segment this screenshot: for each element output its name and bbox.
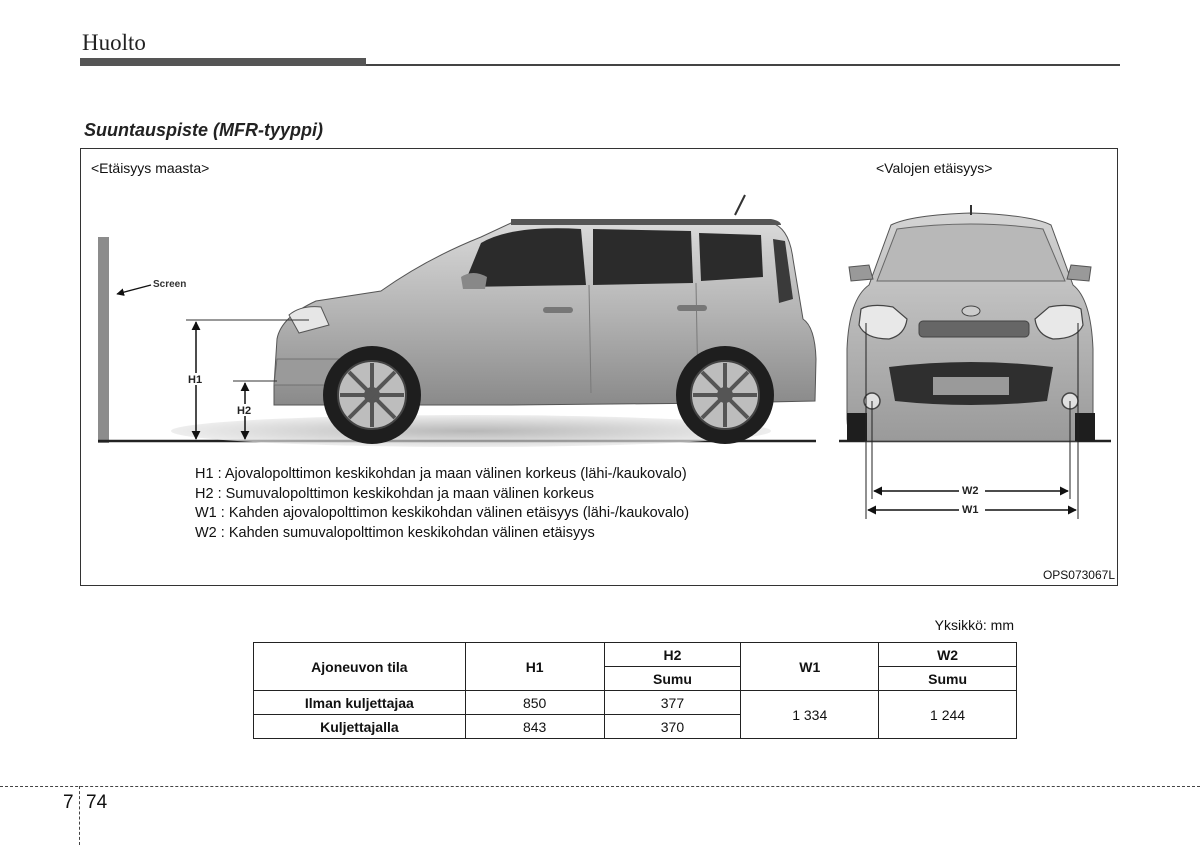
header-h2-fog: Sumu <box>604 667 741 691</box>
header-w2-fog: Sumu <box>879 667 1017 691</box>
section-title: Suuntauspiste (MFR-tyyppi) <box>84 120 323 140</box>
cell-w2: 1 244 <box>879 691 1017 739</box>
cell-w1: 1 334 <box>741 691 879 739</box>
header-vehicle-state: Ajoneuvon tila <box>254 643 466 691</box>
page-number: 74 <box>86 792 108 813</box>
figure-label-lamp-distance: <Valojen etäisyys> <box>876 160 993 176</box>
screen-label: Screen <box>153 279 187 290</box>
footer-divider <box>0 786 1200 787</box>
h1-dimension-label: H1 <box>188 374 203 386</box>
figure-legend <box>195 465 689 543</box>
w1-dimension-label: W1 <box>962 504 979 516</box>
cell-h2: 370 <box>604 715 741 739</box>
legend-item-w2: W2 : Kahden sumuvalopolttimon keskikohdan välinen etäisyys <box>195 524 595 541</box>
header-h1: H1 <box>465 643 604 691</box>
row-label-with-driver: Kuljettajalla <box>254 715 466 739</box>
aiming-spec-table <box>253 642 1017 739</box>
cell-h1: 850 <box>465 691 604 715</box>
w2-dimension-label: W2 <box>962 485 979 497</box>
header-w1: W1 <box>741 643 879 691</box>
row-label-no-driver: Ilman kuljettajaa <box>254 691 466 715</box>
table-unit-note: Yksikkö: mm <box>934 617 1014 633</box>
header-rule <box>366 64 1120 66</box>
figure-label-ground-distance: <Etäisyys maasta> <box>91 160 210 176</box>
footer-page-separator <box>79 786 80 845</box>
chapter-number: 7 <box>63 792 74 813</box>
header-h2: H2 <box>604 643 741 667</box>
cell-h2: 377 <box>604 691 741 715</box>
legend-item-h1: H1 : Ajovalopolttimon keskikohdan ja maan välinen korkeus (lähi-/kaukovalo) <box>195 466 687 482</box>
figure-code: OPS073067L <box>1042 568 1115 582</box>
headlamp-aiming-figure <box>80 148 1118 586</box>
legend-item-w1: W1 : Kahden ajovalopolttimon keskikohdan välinen etäisyys (lähi-/kaukovalo) <box>195 505 690 521</box>
legend-item-h2: H2 : Sumuvalopolttimon keskikohdan ja maan välinen korkeus <box>195 485 594 502</box>
car-side-view <box>274 195 816 444</box>
screen-wall <box>98 237 109 443</box>
car-front-view <box>847 205 1095 441</box>
header-w2: W2 <box>879 643 1017 667</box>
page-header-title: Huolto <box>82 30 146 55</box>
table-row <box>254 691 1017 715</box>
cell-h1: 843 <box>465 715 604 739</box>
table-header-row <box>254 643 1017 667</box>
header-accent-bar <box>80 58 366 66</box>
h2-dimension-label: H2 <box>237 405 252 417</box>
